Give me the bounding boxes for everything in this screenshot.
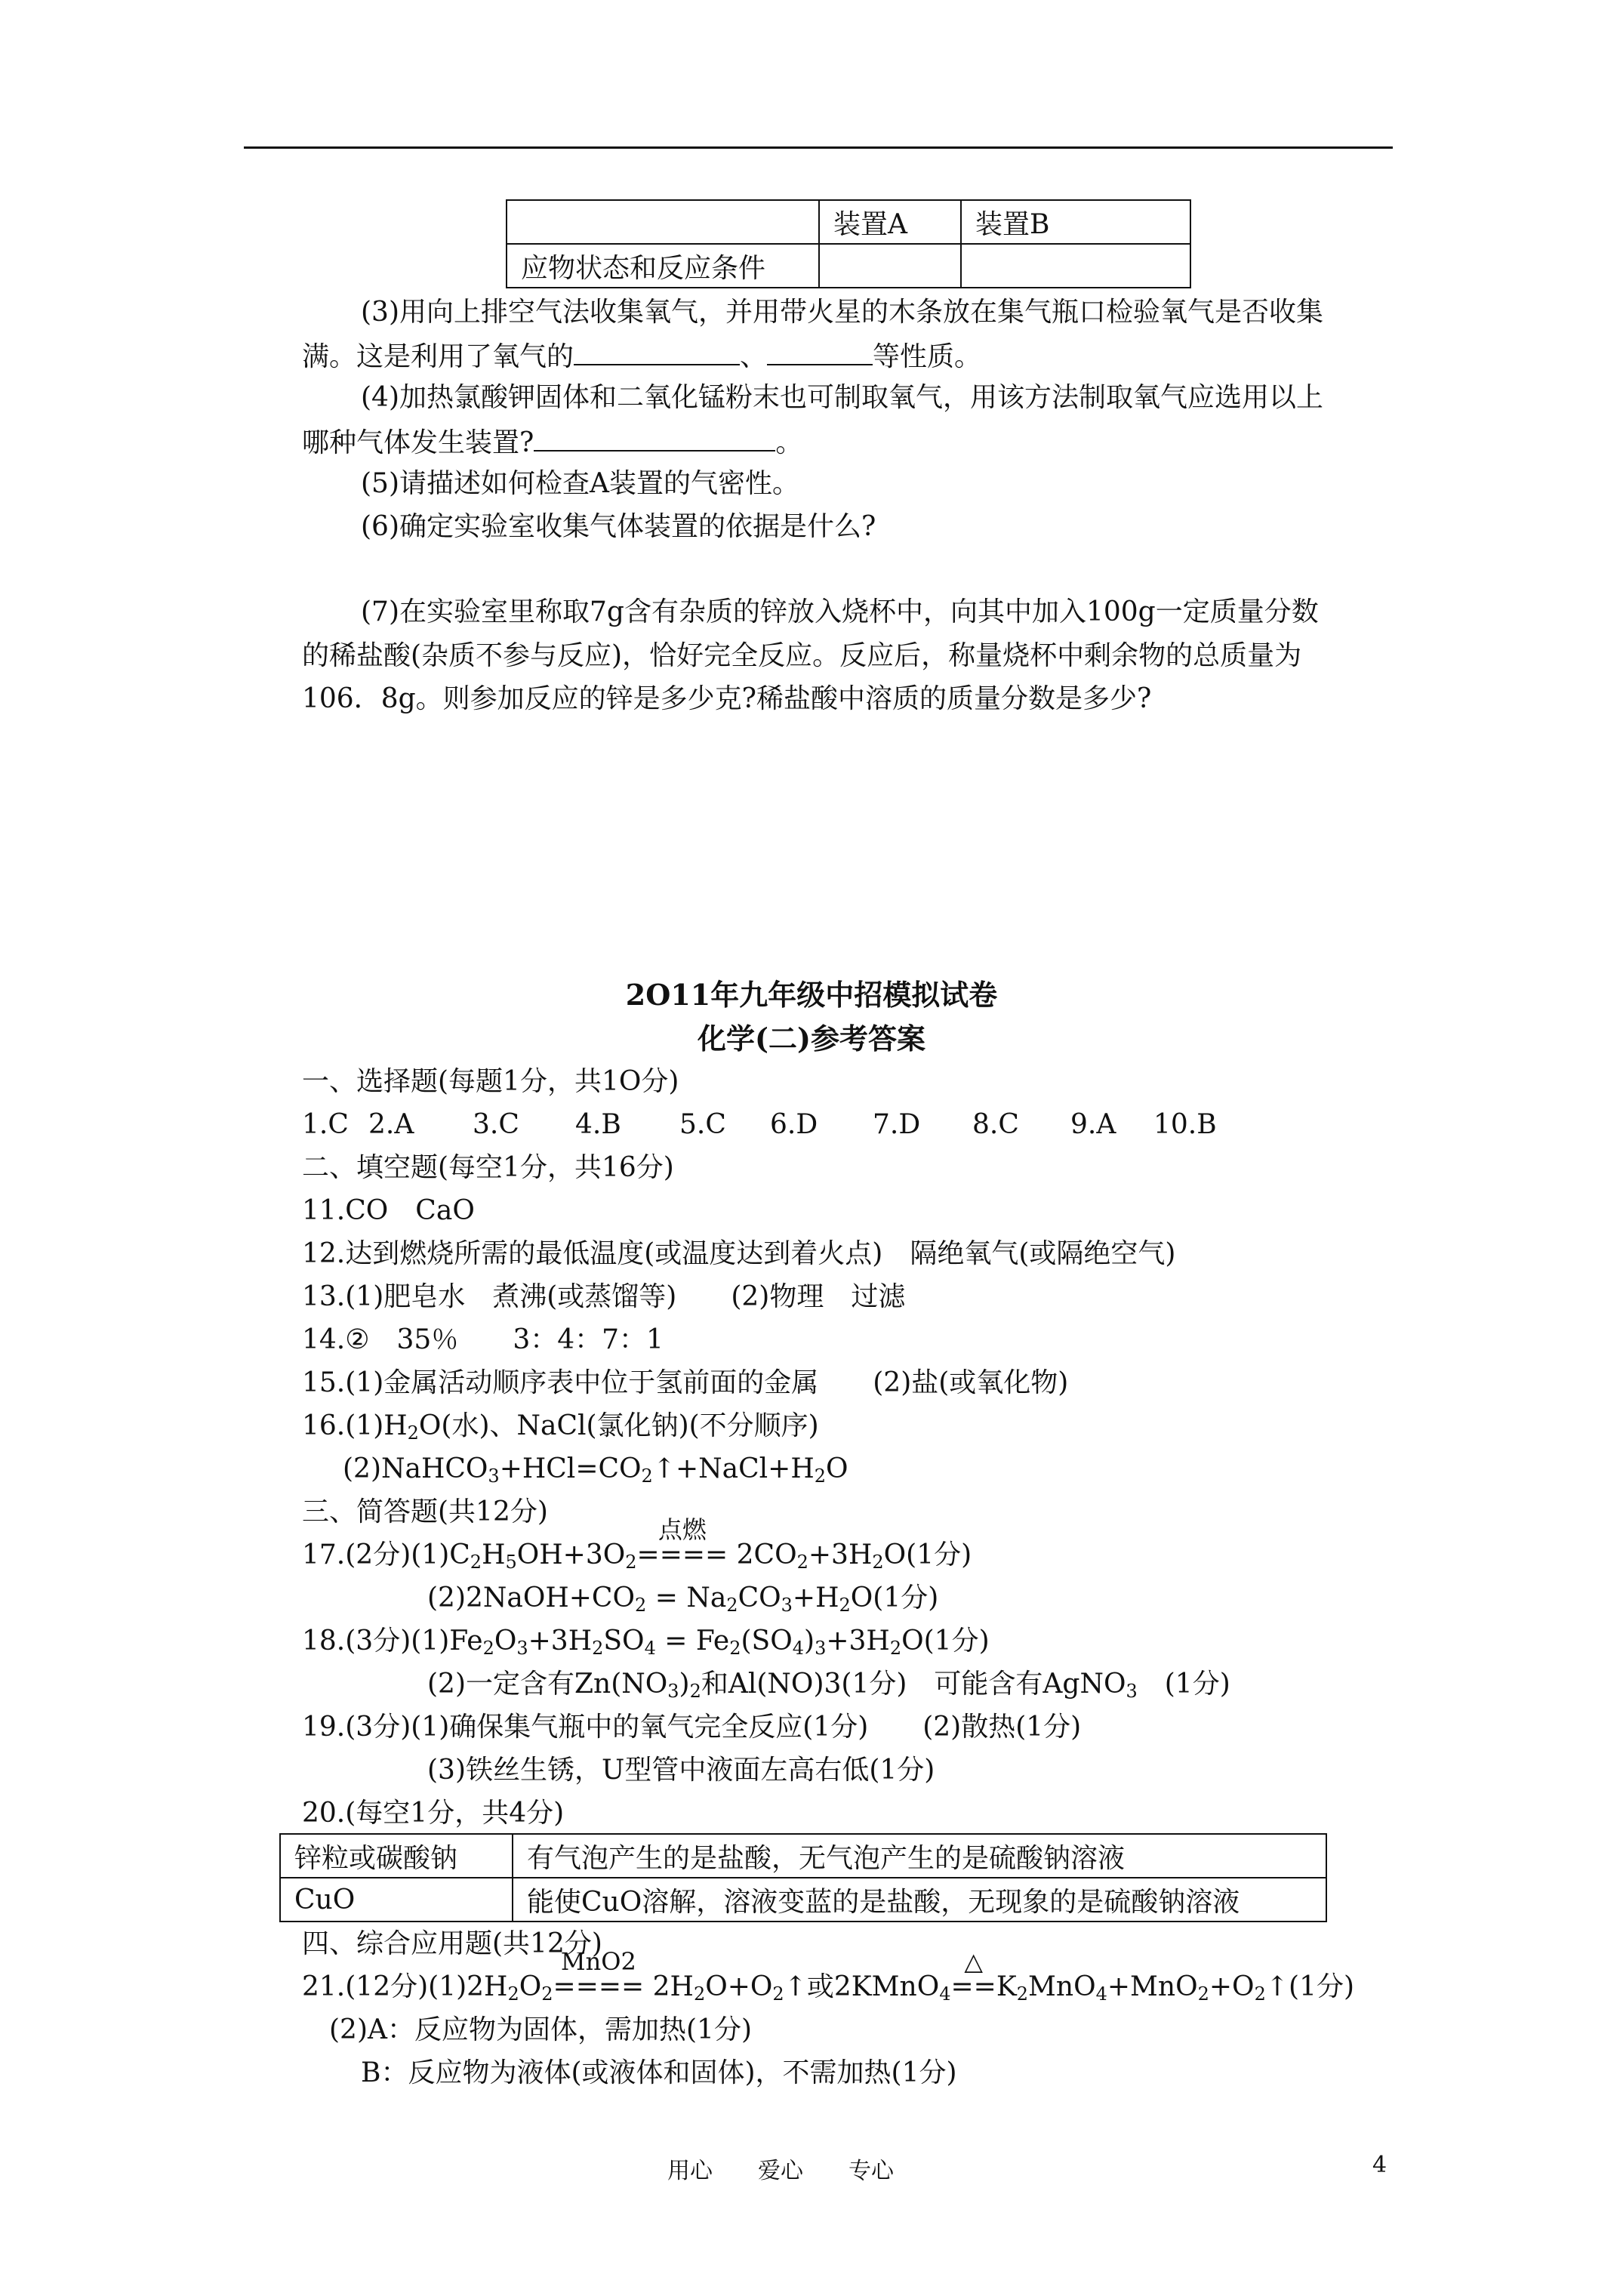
header-rule (244, 146, 1393, 149)
table-row (507, 244, 1190, 288)
reaction-condition: △ == (950, 1947, 996, 2002)
answer-20-table (279, 1833, 1327, 1922)
answer-16-1: $16.(1)H_2O$(水)、NaCl(氯化钠)(不分顺序) (302, 1410, 819, 1444)
question-3-line-2: 满。这是利用了氧气的 、 等性质。 (302, 334, 981, 378)
table-cell (507, 200, 819, 244)
answer-19-1: 19.(3分)(1)确保集气瓶中的氧气完全反应(1分) (2)散热(1分) (302, 1712, 1082, 1743)
answer-18-1: 18.(3分)$(1)Fe_2O_3+3H_2SO_4 = Fe_2(SO_4)_3+3H_2O(1$分) (302, 1626, 990, 1659)
choice-answer: 1.C (302, 1109, 349, 1140)
table-row (280, 1834, 1326, 1878)
question-4-line-1: (4)加热氯酸钾固体和二氧化锰粉末也可制取氧气，用该方法制取氧气应选用以上 (361, 382, 1323, 413)
device-table (506, 199, 1191, 288)
table-cell: 装置A (819, 200, 961, 244)
reaction-condition: MnO2 ==== (553, 1947, 645, 2002)
question-4-line-2: 哪种气体发生装置? 。 (302, 420, 802, 464)
answer-17-2: $(2)2NaOH+CO_2 = Na_2CO_3+H_2O(1$分) (427, 1583, 939, 1616)
answer-12: 12.达到燃烧所需的最低温度(或温度达到着火点) 隔绝氧气(或隔绝空气) (302, 1238, 1176, 1269)
page-number: 4 (1372, 2152, 1387, 2178)
answer-21-2b: B：反应物为液体(或液体和固体)，不需加热(1分) (361, 2057, 957, 2088)
reaction-condition: 点燃 ==== (636, 1515, 728, 1570)
choice-answer: 4.B (575, 1109, 621, 1140)
answer-14: 14.② 35％ 3：4：7：1 (302, 1324, 664, 1355)
choice-answer: 2.A (368, 1109, 414, 1140)
answer-21-1: 21.(12分)$(1)2H_2O_2$ MnO2 ==== $2H_2O+O_2↑$或2KMnO$_4$ △ $==K_2MnO_4+MnO_2+O_2↑(1$分) (302, 1966, 1354, 2008)
table-row (280, 1878, 1326, 1922)
table-cell: 有气泡产生的是盐酸，无气泡产生的是硫酸钠溶液 (513, 1834, 1326, 1878)
choice-answer: 10.B (1153, 1109, 1217, 1140)
table-cell: CuO (280, 1878, 513, 1922)
answer-subtitle: 化学(二)参考答案 (698, 1022, 925, 1056)
answer-17-1: 17.(2分)$(1)C_2H_5OH+3O_2$ 点燃 ==== $2CO_2+3H_2O(1$分) (302, 1534, 972, 1576)
table-cell: 应物状态和反应条件 (507, 244, 819, 288)
question-6: (6)确定实验室收集气体装置的依据是什么? (361, 511, 876, 542)
table-row (507, 200, 1190, 244)
section-3-heading: 三、简答题(共12分) (302, 1496, 548, 1527)
answer-19-2: (3)铁丝生锈，U型管中液面左高右低(1分) (427, 1755, 935, 1786)
section-4-heading: 四、综合应用题(共12分) (302, 1928, 602, 1959)
answer-13: 13.(1)肥皂水 煮沸(或蒸馏等) (2)物理 过滤 (302, 1281, 906, 1312)
answer-21-2a: (2)A：反应物为固体，需加热(1分) (329, 2014, 752, 2045)
answer-blank (574, 334, 740, 365)
section-2-heading: 二、填空题(每空1分，共16分) (302, 1152, 674, 1183)
choice-answer: 7.D (873, 1109, 921, 1140)
answer-16-2: $(2)NaHCO_3+HCl=CO_2↑+NaCl+H_2O$ (343, 1453, 848, 1487)
question-3-line-1: (3)用向上排空气法收集氧气，并用带火星的木条放在集气瓶口检验氧气是否收集 (361, 297, 1323, 328)
answer-blank (767, 334, 873, 365)
choice-answer: 5.C (679, 1109, 726, 1140)
answer-title: 2O11年九年级中招模拟试卷 (625, 978, 998, 1012)
table-cell (819, 244, 961, 288)
question-7-line-3: 106．8g。则参加反应的锌是多少克?稀盐酸中溶质的质量分数是多少? (302, 683, 1152, 714)
question-7-line-2: 的稀盐酸(杂质不参与反应)，恰好完全反应。反应后，称量烧杯中剩余物的总质量为 (302, 640, 1302, 671)
question-5: (5)请描述如何检查A装置的气密性。 (361, 468, 799, 499)
answer-18-2: (2)一定含有$Zn(NO_3)_2$和Al(NO)3(1分) 可能含有AgNO$_3$ (1分) (427, 1669, 1230, 1702)
answer-11: 11.CO CaO (302, 1195, 475, 1226)
answer-15: 15.(1)金属活动顺序表中位于氢前面的金属 (2)盐(或氧化物) (302, 1367, 1069, 1398)
choice-answer: 8.C (972, 1109, 1019, 1140)
footer-slogan: 用心 爱心 专心 (667, 2158, 894, 2184)
table-cell: 锌粒或碳酸钠 (280, 1834, 513, 1878)
table-cell: 装置B (961, 200, 1190, 244)
answer-blank (534, 420, 775, 451)
section-1-heading: 一、选择题(每题1分，共1O分) (302, 1066, 679, 1097)
choice-answer: 9.A (1070, 1109, 1116, 1140)
table-cell (961, 244, 1190, 288)
question-7-line-1: (7)在实验室里称取7g含有杂质的锌放入烧杯中，向其中加入100g一定质量分数 (361, 596, 1319, 627)
answer-20-heading: 20.(每空1分，共4分) (302, 1798, 565, 1829)
table-cell: 能使CuO溶解，溶液变蓝的是盐酸，无现象的是硫酸钠溶液 (513, 1878, 1326, 1922)
choice-answer: 3.C (473, 1109, 519, 1140)
choice-answer: 6.D (770, 1109, 818, 1140)
